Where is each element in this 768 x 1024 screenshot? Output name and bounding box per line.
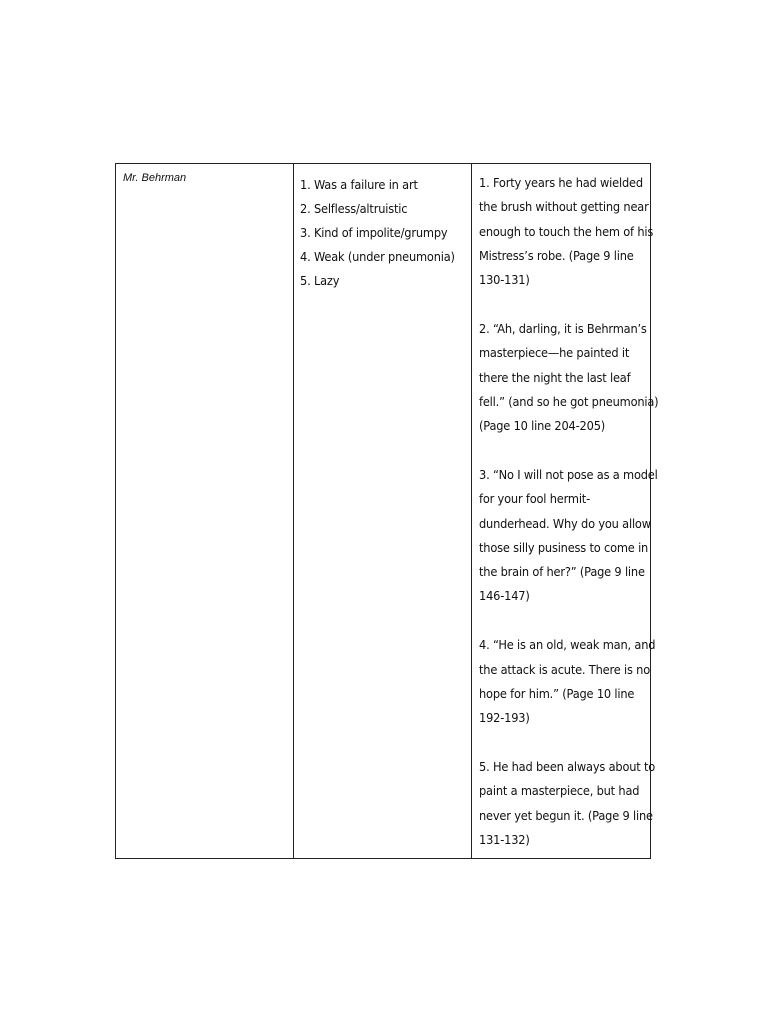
character-cell	[116, 164, 293, 184]
trait-item: 5. Lazy	[300, 273, 340, 288]
traits-cell	[294, 164, 471, 293]
trait-item: 2. Selfless/altruistic	[300, 201, 408, 216]
evidence-item: 5. He had been always about to paint a masterpiece, but had never yet begun it. (Page 9 line 131-132)	[479, 758, 656, 847]
evidence-item: 1. Forty years he had wielded the brush without getting near enough to touch the hem of his Mistress’s robe. (Page 9 line 130-131)	[479, 175, 654, 288]
character-analysis-table	[115, 163, 659, 859]
evidence-item: 3. “No I will not pose as a model for your fool hermit-dunderhead. Why do you allow those silly pusiness to come in the brain of her?” (Page 9 line 146-147)	[479, 466, 658, 604]
trait-item: 4. Weak (under pneumonia)	[300, 249, 455, 264]
evidence-item: 4. “He is an old, weak man, and the attack is acute. There is no hope for him.” (Page 10 line 192-193)	[479, 637, 656, 726]
evidence-cell	[472, 164, 662, 877]
trait-item: 3. Kind of impolite/grumpy	[300, 225, 448, 240]
character-name: Mr. Behrman	[123, 172, 187, 184]
evidence-item: 2. “Ah, darling, it is Behrman’s masterpiece—he painted it there the night the last leaf fell.” (and so he got pneumonia) (Page 10 line 204-205)	[479, 320, 659, 434]
trait-item: 1. Was a failure in art	[300, 177, 418, 192]
